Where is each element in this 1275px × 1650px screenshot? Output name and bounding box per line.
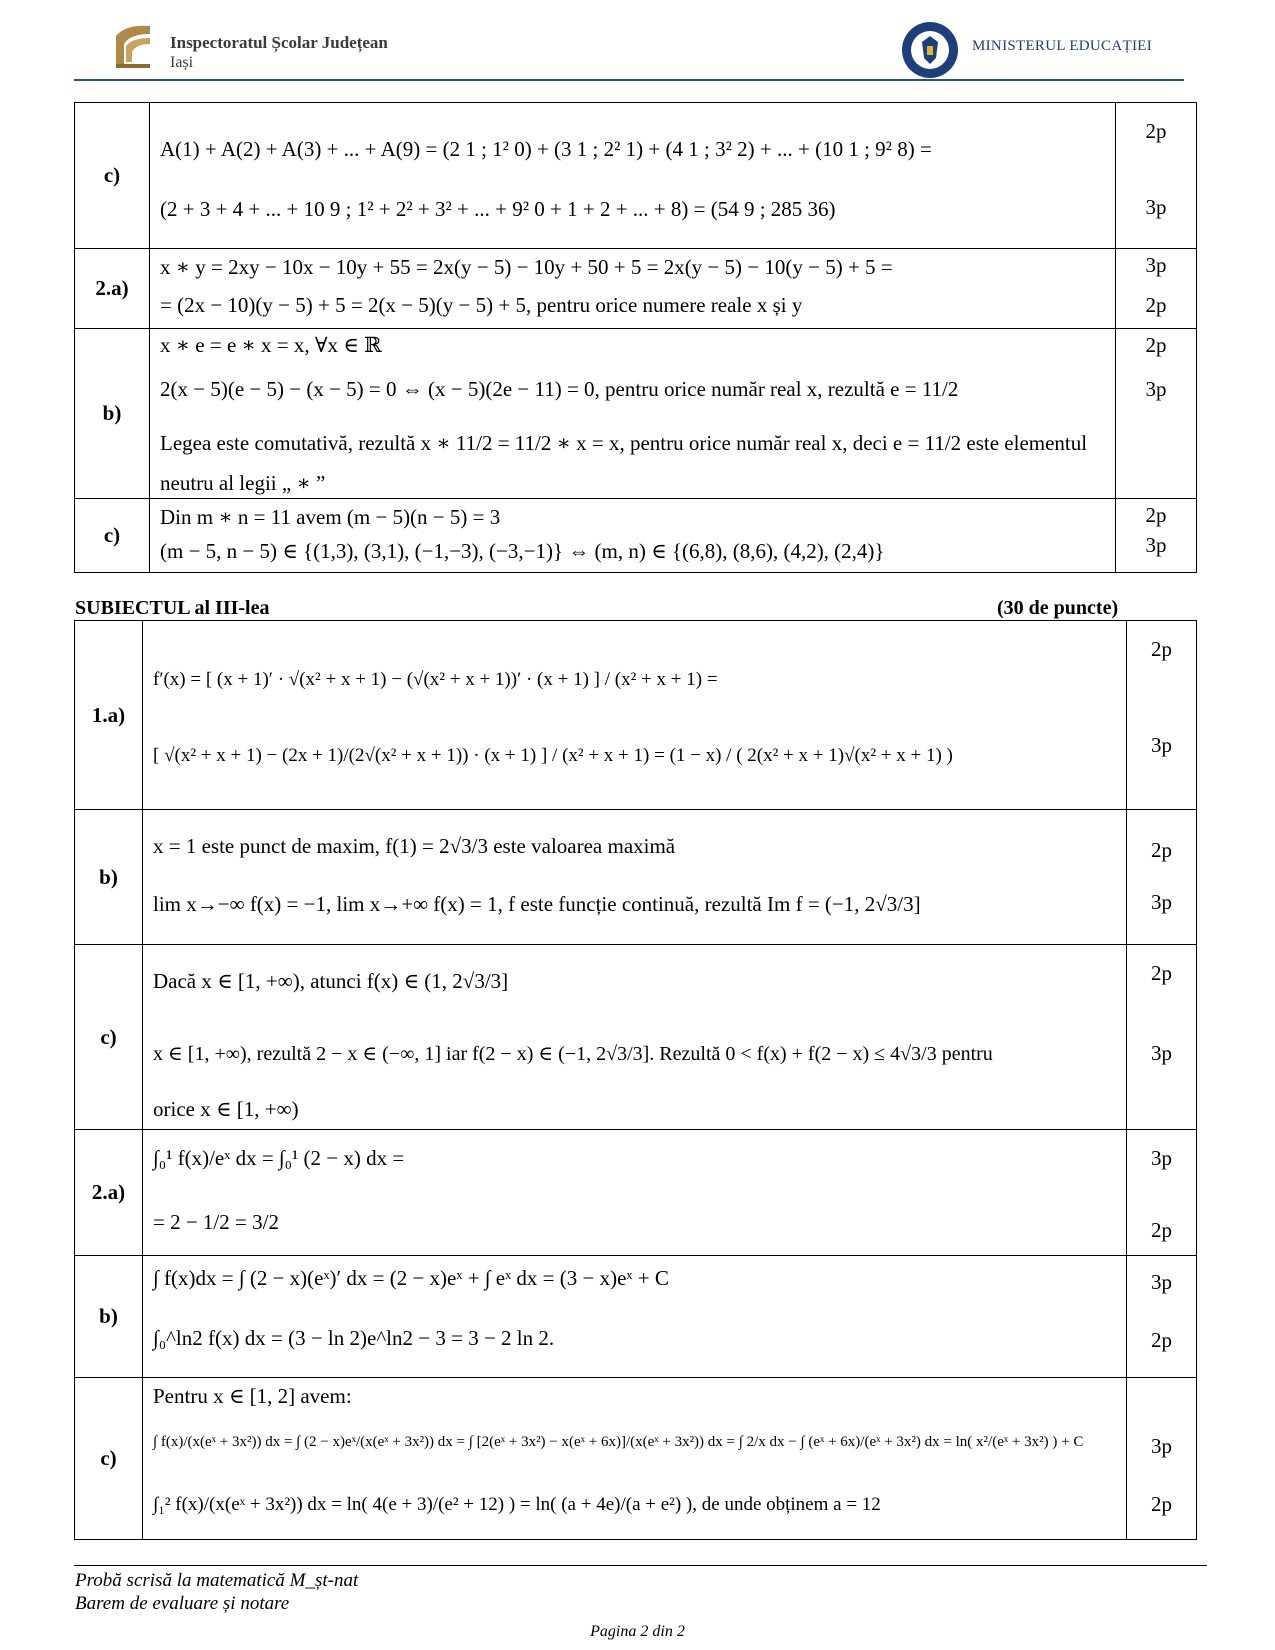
solution-line: ∫₀¹ f(x)/eˣ dx = ∫₀¹ (2 − x) dx = <box>153 1146 405 1170</box>
row-solution <box>143 810 1127 945</box>
row-points <box>1116 249 1197 329</box>
government-seal-icon <box>900 20 960 80</box>
solution-line: Pentru x ∈ [1, 2] avem: <box>153 1384 352 1408</box>
solution-line: ∫₁² f(x)/(x(eˣ + 3x²)) dx = ln( 4(e + 3)/(e² + 12) ) = ln( (a + 4e)/(a + e²) ), de unde obținem a = 12 <box>153 1494 881 1515</box>
solution-line: ∫₀^ln2 f(x) dx = (3 − ln 2)e^ln2 − 3 = 3 − 2 ln 2. <box>153 1326 555 1350</box>
row-points <box>1127 1256 1197 1378</box>
solution-line: f′(x) = [ (x + 1)′ · √(x² + x + 1) − (√(x² + x + 1))′ · (x + 1) ] / (x² + x + 1) = <box>153 669 718 690</box>
page-header <box>0 0 1275 90</box>
solution-line: (m − 5, n − 5) ∈ {(1,3), (3,1), (−1,−3), (−3,−1)} ⇔ (m, n) ∈ {(6,8), (8,6), (4,2), (2,4)} <box>160 539 885 563</box>
points-value: 2p <box>1151 637 1172 661</box>
row-solution <box>143 945 1127 1130</box>
row-label: b) <box>75 810 143 945</box>
table-row <box>75 945 1197 1130</box>
table-row <box>75 810 1197 945</box>
row-solution <box>150 499 1116 573</box>
points-value: 3p <box>1145 253 1167 277</box>
points-value: 3p <box>1151 890 1172 914</box>
points-value: 3p <box>1151 1146 1172 1170</box>
row-label: c) <box>75 1378 143 1540</box>
row-points <box>1127 621 1197 810</box>
row-points <box>1116 103 1197 249</box>
points-value: 2p <box>1145 503 1167 527</box>
table-row <box>75 621 1197 810</box>
solution-line: ∫ f(x)/(x(eˣ + 3x²)) dx = ∫ (2 − x)eˣ/(x(eˣ + 3x²)) dx = ∫ [2(eˣ + 3x²) − x(eˣ + 6x)]/(x(eˣ + 3x²)) dx = ∫ 2/x dx − ∫ (eˣ + 6x)/(eˣ + 3x²) dx = ln( x²/(eˣ + 3x²) ) + C <box>153 1434 1084 1450</box>
points-value: 2p <box>1151 1218 1172 1242</box>
row-label: 1.a) <box>75 621 143 810</box>
solution-line: x ∗ y = 2xy − 10x − 10y + 55 = 2x(y − 5) − 10y + 50 + 5 = 2x(y − 5) − 10(y − 5) + 5 = <box>160 255 893 279</box>
row-solution <box>143 1130 1127 1256</box>
table-row <box>75 1130 1197 1256</box>
table-row <box>75 249 1197 329</box>
row-points <box>1116 499 1197 573</box>
points-value: 2p <box>1145 119 1167 143</box>
row-label: 2.a) <box>75 1130 143 1256</box>
solution-line: lim x→−∞ f(x) = −1, lim x→+∞ f(x) = 1, f este funcție continuă, rezultă Im f = (−1, 2√3/3] <box>153 892 921 916</box>
table-row <box>75 1378 1197 1540</box>
ministry-name: MINISTERUL EDUCAȚIEI <box>972 38 1153 54</box>
table-row <box>75 329 1197 499</box>
grading-table-part3 <box>74 620 1197 1540</box>
isj-title: Inspectoratul Școlar Județean <box>170 33 388 52</box>
points-value: 3p <box>1145 377 1167 401</box>
points-value: 3p <box>1151 1434 1172 1458</box>
row-solution <box>143 1256 1127 1378</box>
points-value: 2p <box>1151 838 1172 862</box>
points-value: 3p <box>1145 533 1167 557</box>
solution-line: Legea este comutativă, rezultă x ∗ 11/2 = 11/2 ∗ x = x, pentru orice număr real x, deci e = 11/2 este elementul <box>160 431 1088 455</box>
row-points <box>1116 329 1197 499</box>
footer-exam-name: Probă scrisă la matematică M_șt-nat <box>75 1570 359 1591</box>
points-value: 2p <box>1151 1492 1172 1516</box>
points-value: 3p <box>1151 1041 1172 1065</box>
row-label: 2.a) <box>75 249 150 329</box>
row-points <box>1127 1130 1197 1256</box>
solution-line: neutru al legii „ ∗ ” <box>160 471 326 495</box>
page-number: Pagina 2 din 2 <box>590 1623 685 1640</box>
row-label: c) <box>75 499 150 573</box>
points-value: 2p <box>1145 333 1167 357</box>
solution-line: = 2 − 1/2 = 3/2 <box>153 1210 279 1234</box>
footer-doc-type: Barem de evaluare și notare <box>75 1593 290 1614</box>
isj-logo-icon <box>112 22 154 70</box>
section-title: SUBIECTUL al III-lea <box>75 597 270 619</box>
header-divider <box>74 79 1184 81</box>
row-points <box>1127 945 1197 1130</box>
row-label: c) <box>75 945 143 1130</box>
solution-line: orice x ∈ [1, +∞) <box>153 1097 299 1121</box>
table-row <box>75 1256 1197 1378</box>
isj-city: Iași <box>170 54 194 71</box>
table-row <box>75 103 1197 249</box>
solution-line: ∫ f(x)dx = ∫ (2 − x)(eˣ)′ dx = (2 − x)eˣ + ∫ eˣ dx = (3 − x)eˣ + C <box>153 1266 669 1290</box>
points-value: 2p <box>1151 961 1172 985</box>
solution-line: Dacă x ∈ [1, +∞), atunci f(x) ∈ (1, 2√3/3] <box>153 969 509 993</box>
row-solution <box>150 329 1116 499</box>
row-points <box>1127 810 1197 945</box>
footer-divider <box>74 1565 1207 1566</box>
solution-line: 2(x − 5)(e − 5) − (x − 5) = 0 ⇔ (x − 5)(2e − 11) = 0, pentru orice număr real x, rezultă e = 11/2 <box>160 377 959 401</box>
solution-line: = (2x − 10)(y − 5) + 5 = 2(x − 5)(y − 5) + 5, pentru orice numere reale x și y <box>160 293 803 317</box>
solution-line: (2 + 3 + 4 + ... + 10 9 ; 1² + 2² + 3² + ... + 9² 0 + 1 + 2 + ... + 8) = (54 9 ; 285 36) <box>160 197 836 221</box>
points-value: 2p <box>1151 1328 1172 1352</box>
solution-line: Din m ∗ n = 11 avem (m − 5)(n − 5) = 3 <box>160 505 501 529</box>
solution-line: A(1) + A(2) + A(3) + ... + A(9) = (2 1 ; 1² 0) + (3 1 ; 2² 1) + (4 1 ; 3² 2) + ... + (10 1 ; 9² 8) = <box>160 137 932 161</box>
row-label: b) <box>75 329 150 499</box>
row-points <box>1127 1378 1197 1540</box>
row-solution <box>143 621 1127 810</box>
solution-line: x ∗ e = e ∗ x = x, ∀x ∈ ℝ <box>160 333 382 357</box>
solution-line: x = 1 este punct de maxim, f(1) = 2√3/3 este valoarea maximă <box>153 834 676 858</box>
row-label: b) <box>75 1256 143 1378</box>
row-solution <box>150 103 1116 249</box>
row-solution <box>143 1378 1127 1540</box>
section-points: (30 de puncte) <box>997 597 1119 619</box>
points-value: 2p <box>1145 293 1167 317</box>
solution-line: x ∈ [1, +∞), rezultă 2 − x ∈ (−∞, 1] iar f(2 − x) ∈ (−1, 2√3/3]. Rezultă 0 < f(x) + f(2 − x) ≤ 4√3/3 pentru <box>153 1043 993 1065</box>
row-label: c) <box>75 103 150 249</box>
points-value: 3p <box>1145 195 1167 219</box>
row-solution <box>150 249 1116 329</box>
points-value: 3p <box>1151 733 1172 757</box>
table-row <box>75 499 1197 573</box>
grading-table-part2 <box>74 102 1197 573</box>
solution-line: [ √(x² + x + 1) − (2x + 1)/(2√(x² + x + 1)) · (x + 1) ] / (x² + x + 1) = (1 − x) / ( 2(x² + x + 1)√(x² + x + 1) ) <box>153 745 953 766</box>
points-value: 3p <box>1151 1270 1172 1294</box>
